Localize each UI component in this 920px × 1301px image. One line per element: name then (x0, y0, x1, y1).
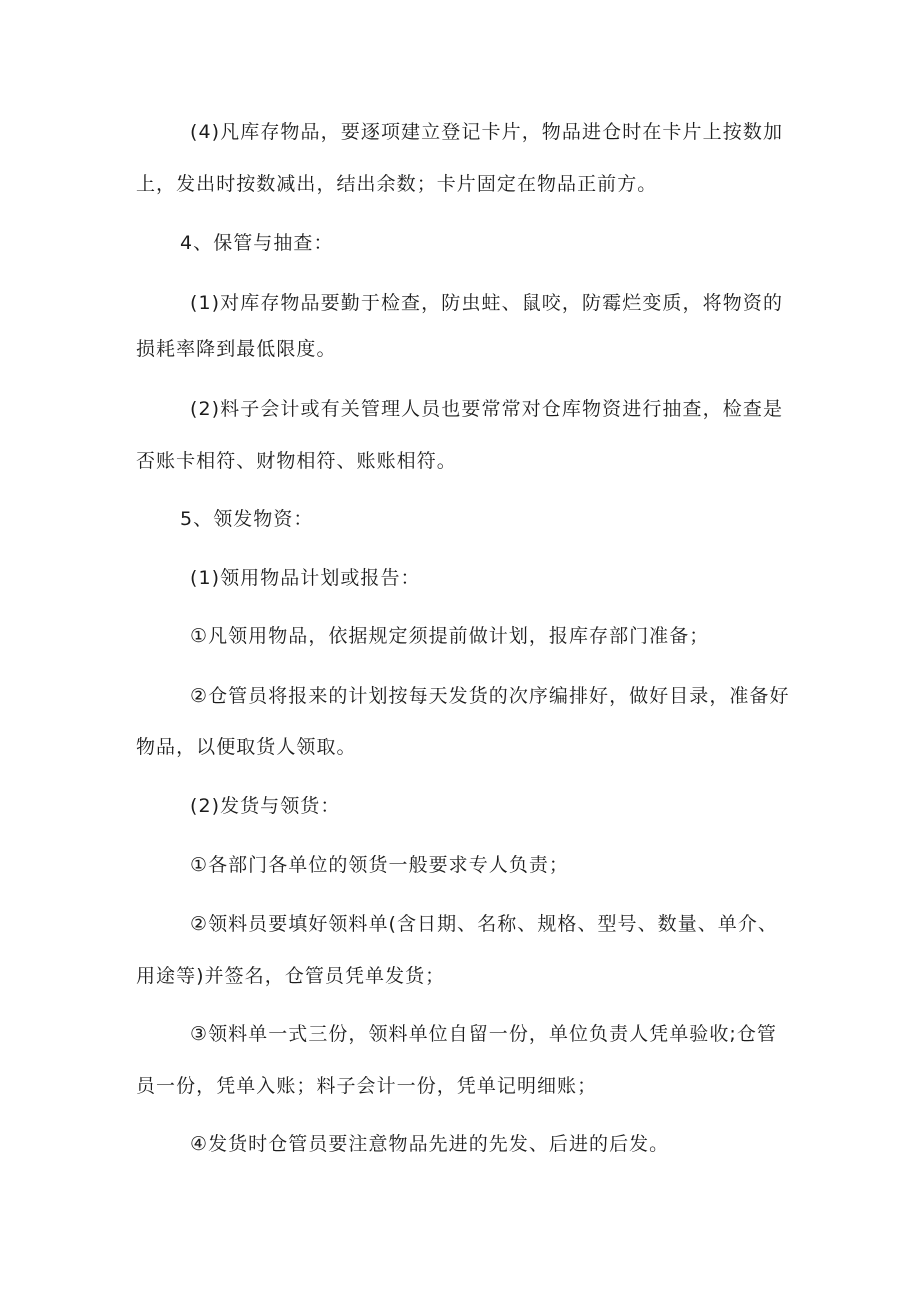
paragraph-4-line-2: 上，发出时按数减出，结出余数；卡片固定在物品正前方。 (136, 173, 658, 195)
section-5-item-1-point-2-line-2: 物品，以便取货人领取。 (136, 736, 357, 758)
section-5-item-2-point-4: ④发货时仓管员要注意物品先进的先发、后进的后发。 (190, 1133, 670, 1155)
section-4-item-2-line-2: 否账卡相符、财物相符、账账相符。 (136, 450, 457, 472)
section-5-heading: 5、领发物资： (180, 508, 314, 530)
section-5-item-2-heading: (2)发货与领货： (190, 795, 341, 817)
section-5-item-1-point-1: ①凡领用物品，依据规定须提前做计划，报库存部门准备； (190, 625, 710, 647)
section-5-item-1-point-2-line-1: ②仓管员将报来的计划按每天发货的次序编排好，做好目录，准备好 (190, 685, 790, 707)
section-4-item-2-line-1: (2)料子会计或有关管理人员也要常常对仓库物资进行抽查，检查是 (190, 398, 783, 420)
section-5-item-2-point-3-line-2: 员一份，凭单入账；料子会计一份，凭单记明细账； (136, 1075, 598, 1097)
section-4-item-1-line-2: 损耗率降到最低限度。 (136, 338, 337, 360)
section-4-item-1-line-1: (1)对库存物品要勤于检查，防虫蛀、鼠咬，防霉烂变质，将物资的 (190, 292, 783, 314)
paragraph-4-line-1: (4)凡库存物品，要逐项建立登记卡片，物品进仓时在卡片上按数加 (190, 121, 783, 143)
section-4-heading: 4、保管与抽查： (180, 232, 334, 254)
section-5-item-2-point-2-line-1: ②领料员要填好领料单(含日期、名称、规格、型号、数量、单介、 (190, 913, 778, 935)
section-5-item-2-point-3-line-1: ③领料单一式三份，领料单位自留一份，单位负责人凭单验收;仓管 (190, 1023, 777, 1045)
section-5-item-1-heading: (1)领用物品计划或报告： (190, 567, 421, 589)
section-5-item-2-point-2-line-2: 用途等)并签名，仓管员凭单发货； (136, 965, 446, 987)
section-5-item-2-point-1: ①各部门各单位的领货一般要求专人负责； (190, 854, 569, 876)
